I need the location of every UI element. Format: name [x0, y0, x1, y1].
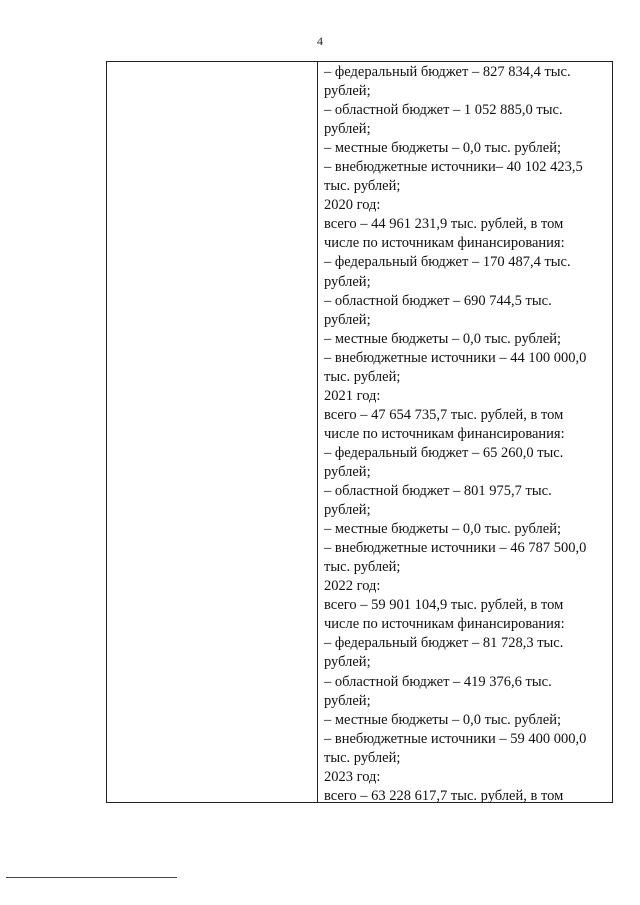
text-line: числе по источникам финансирования:: [324, 235, 565, 252]
text-line: 2023 год:: [324, 768, 381, 785]
text-line: – областной бюджет – 801 975,7 тыс.: [324, 483, 552, 500]
table-right-cell: [318, 62, 612, 802]
text-line: рублей;: [324, 83, 371, 100]
text-line: тыс. рублей;: [324, 559, 401, 576]
text-line: – внебюджетные источники – 59 400 000,0: [324, 730, 587, 747]
text-line: – местные бюджеты – 0,0 тыс. рублей;: [324, 711, 561, 728]
page-number: 4: [317, 34, 323, 48]
text-line: – областной бюджет – 419 376,6 тыс.: [324, 673, 552, 690]
text-line: 2021 год:: [324, 387, 381, 404]
text-line: – областной бюджет – 1 052 885,0 тыс.: [324, 102, 563, 119]
text-line: числе по источникам финансирования:: [324, 616, 565, 633]
text-line: – внебюджетные источники – 46 787 500,0: [324, 540, 587, 557]
text-line: тыс. рублей;: [324, 178, 401, 195]
text-line: рублей;: [324, 311, 371, 328]
text-line: тыс. рублей;: [324, 749, 401, 766]
text-line: всего – 63 228 617,7 тыс. рублей, в том: [324, 787, 564, 802]
text-line: 2022 год:: [324, 578, 381, 595]
text-line: числе по источникам финансирования:: [324, 425, 565, 442]
text-line: тыс. рублей;: [324, 368, 401, 385]
text-line: – местные бюджеты – 0,0 тыс. рублей;: [324, 330, 561, 347]
text-line: всего – 47 654 735,7 тыс. рублей, в том: [324, 406, 564, 423]
text-line: рублей;: [324, 463, 371, 480]
text-line: 2020 год:: [324, 197, 381, 214]
text-line: рублей;: [324, 502, 371, 519]
text-line: – внебюджетные источники– 40 102 423,5: [324, 159, 583, 176]
text-line: – внебюджетные источники – 44 100 000,0: [324, 349, 587, 366]
text-line: рублей;: [324, 692, 371, 709]
text-line: – федеральный бюджет – 81 728,3 тыс.: [324, 635, 564, 652]
text-line: – федеральный бюджет – 170 487,4 тыс.: [324, 254, 571, 271]
text-line: рублей;: [324, 121, 371, 138]
text-line: – федеральный бюджет – 65 260,0 тыс.: [324, 444, 564, 461]
table-left-cell: [107, 62, 318, 802]
text-line: всего – 59 901 104,9 тыс. рублей, в том: [324, 597, 564, 614]
text-line: – федеральный бюджет – 827 834,4 тыс.: [324, 64, 571, 80]
footnote-rule: [6, 877, 177, 878]
text-line: – областной бюджет – 690 744,5 тыс.: [324, 292, 552, 309]
text-line: рублей;: [324, 273, 371, 290]
text-line: – местные бюджеты – 0,0 тыс. рублей;: [324, 521, 561, 538]
text-line: рублей;: [324, 654, 371, 671]
financing-table: [106, 61, 613, 803]
text-line: всего – 44 961 231,9 тыс. рублей, в том: [324, 216, 564, 233]
text-line: – местные бюджеты – 0,0 тыс. рублей;: [324, 140, 561, 157]
